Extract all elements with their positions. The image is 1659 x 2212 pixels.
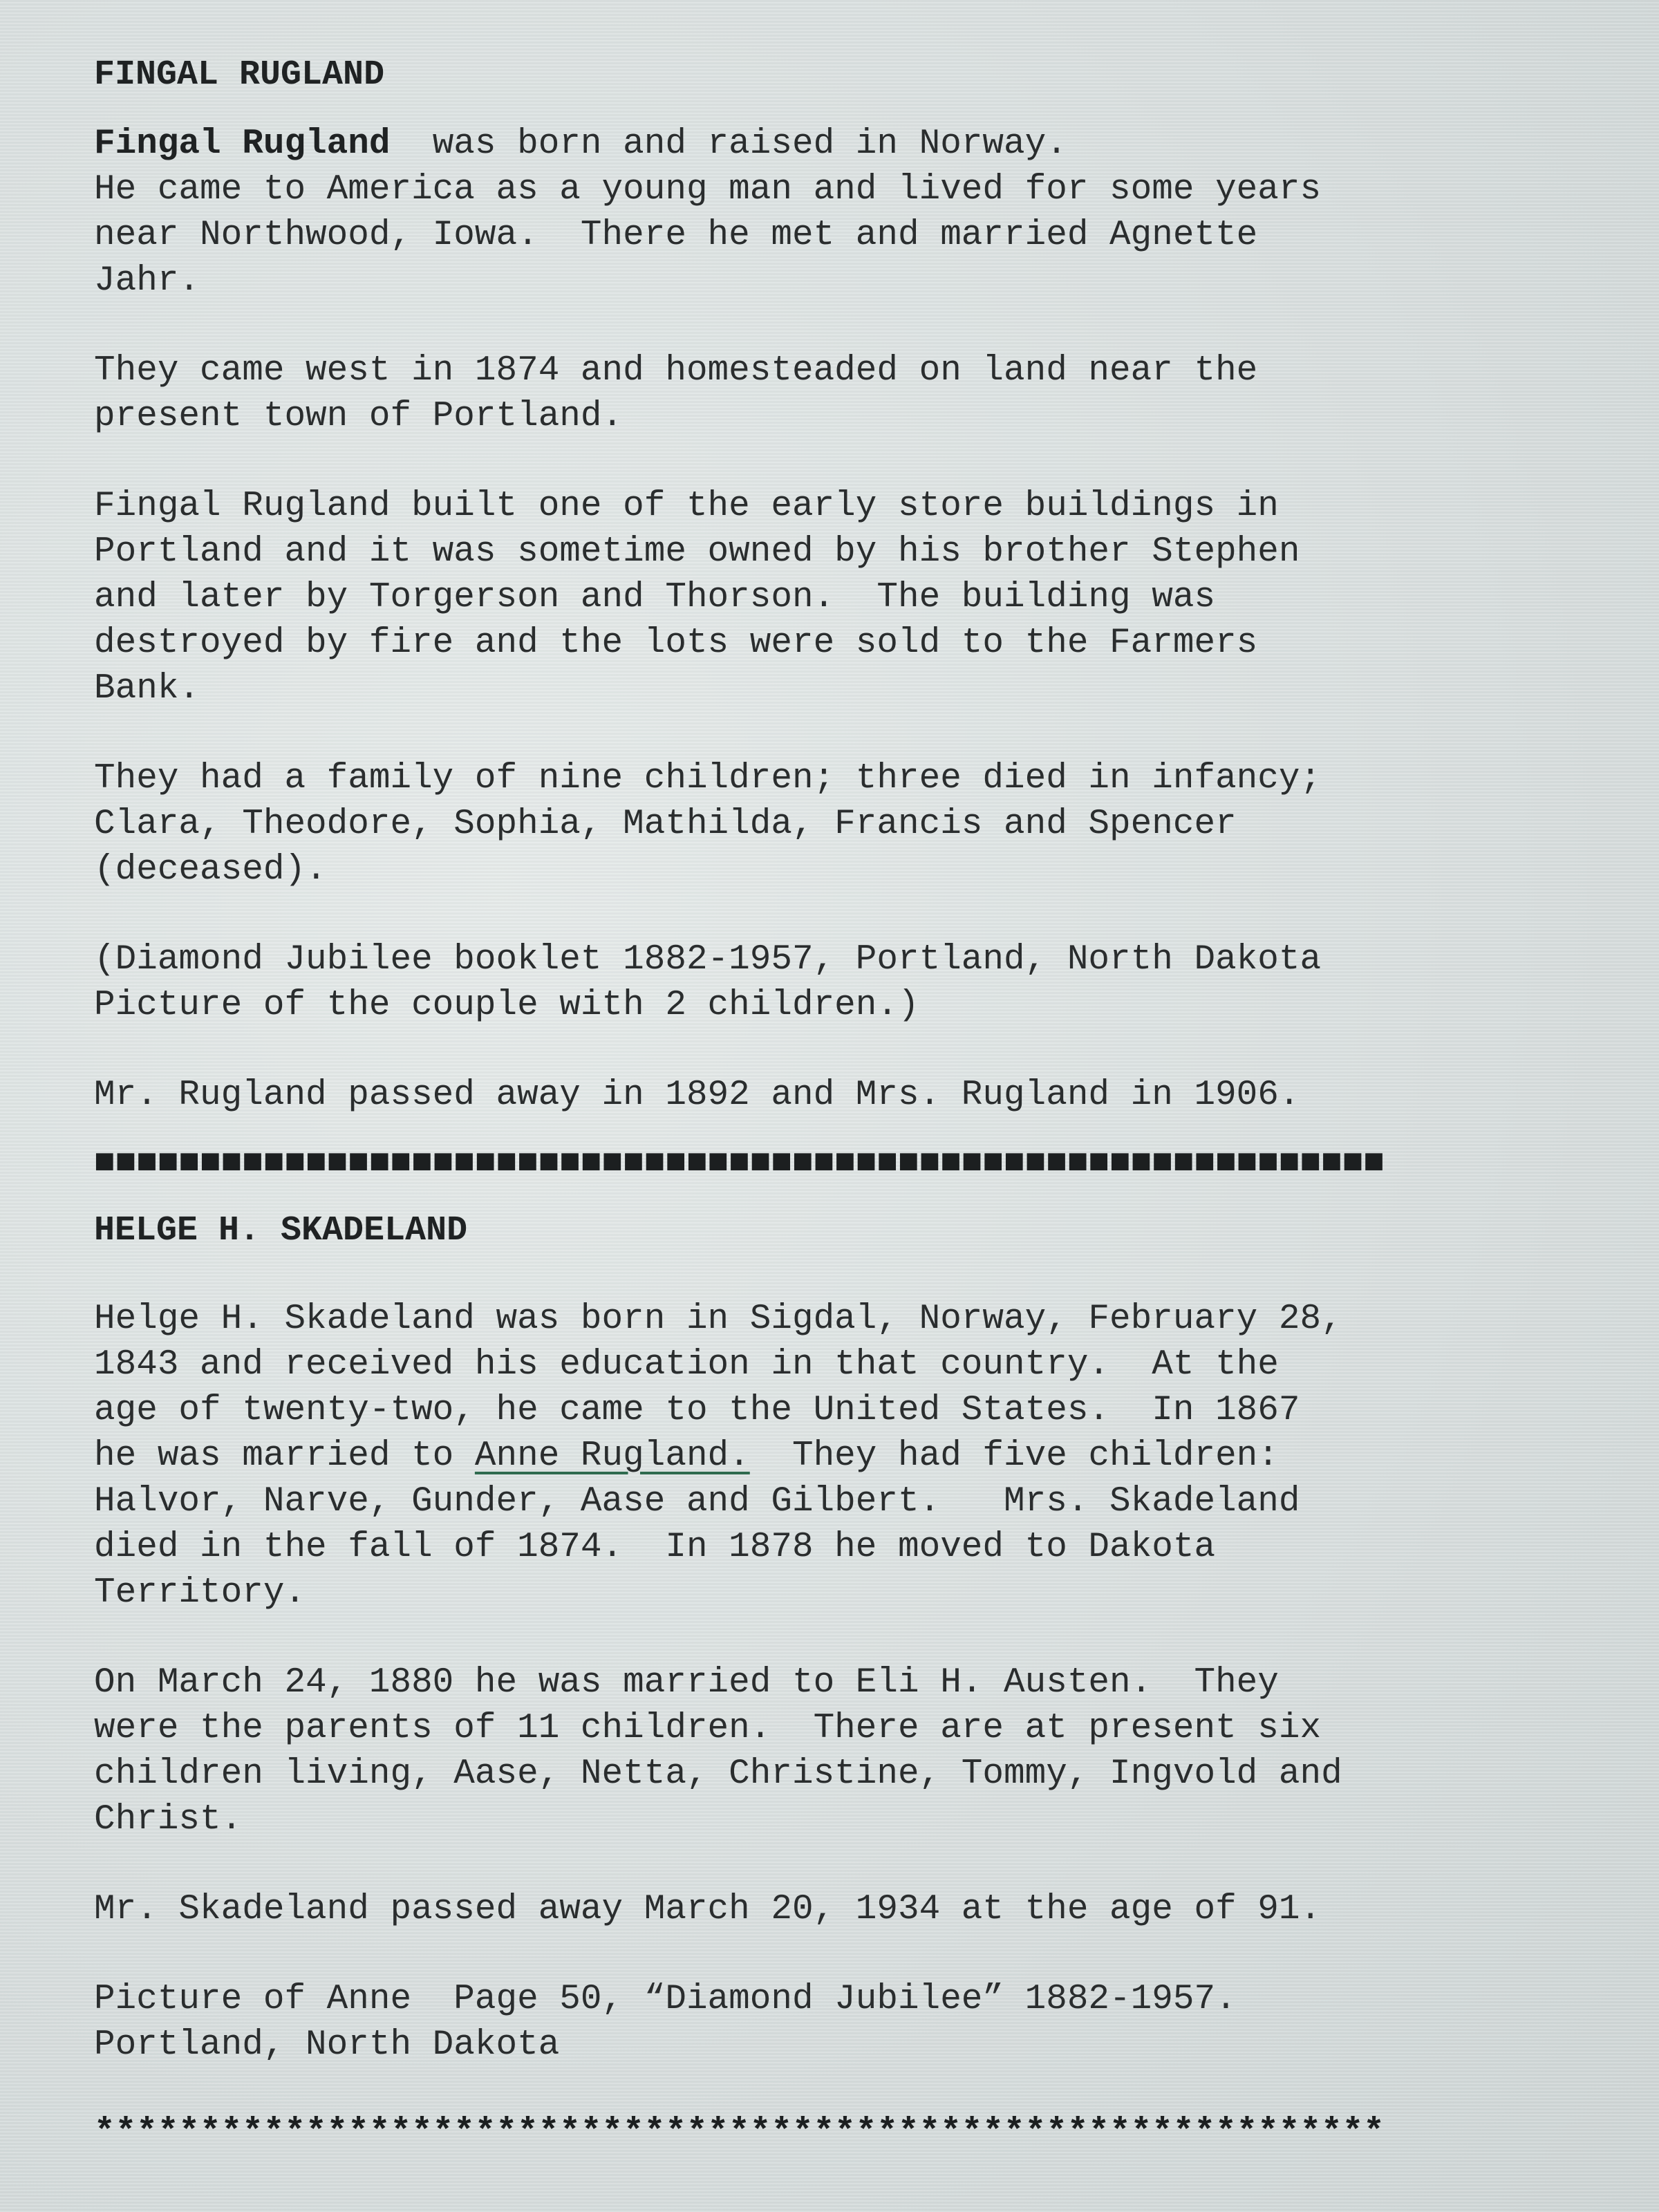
paragraph-source: (Diamond Jubilee booklet 1882-1957, Portland, North Dakota Picture of the couple with 2 children.) — [94, 940, 1322, 1025]
separator-dots: ■■■■■■■■■■■■■■■■■■■■■■■■■■■■■■■■■■■■■■■■■■■■■■■■■■■■■■■■■■■■■ — [94, 1144, 1385, 1183]
paragraph-children: They had a family of nine children; three died in infancy; Clara, Theodore, Sophia, Mathilda, Francis and Spencer (deceased). — [94, 759, 1322, 890]
paragraph-homestead: They came west in 1874 and homesteaded on land near the present town of Portland. — [94, 351, 1258, 436]
paragraph-birth-text: was born and raised in Norway. He came to America as a young man and lived for some years near Northwood, Iowa. There he met and married Agnette Jahr. — [94, 124, 1322, 301]
paragraph-death: Mr. Rugland passed away in 1892 and Mrs. Rugland in 1906. — [94, 1076, 1300, 1115]
paragraph-birth — [94, 122, 1553, 304]
paragraph-death-skadeland: Mr. Skadeland passed away March 20, 1934 at the age of 91. — [94, 1890, 1322, 1929]
separator-stars: ************************************************************* — [94, 2113, 1385, 2153]
paragraph-biography — [94, 1297, 1553, 1616]
paragraph-picture-source: Picture of Anne Page 50, “Diamond Jubilee” 1882-1957. Portland, North Dakota — [94, 1980, 1237, 2065]
underlined-name-anne-rugland: Anne Rugland. — [474, 1436, 750, 1476]
paragraph-second-marriage: On March 24, 1880 he was married to Eli H. Austen. They were the parents of 11 children. There are at present six children living, Aase, Netta, Christine, Tommy, Ingvold and Christ. — [94, 1663, 1342, 1839]
document-body — [94, 54, 1553, 2154]
entry-title-fingal-rugland: FINGAL RUGLAND — [94, 55, 385, 95]
entry-title-helge-skadeland: HELGE H. SKADELAND — [94, 1211, 468, 1250]
paragraph-biography-part-b: They had five children: Halvor, Narve, Gunder, Aase and Gilbert. Mrs. Skadeland died in the fall of 1874. In 1878 he moved to Dakota Territory. — [94, 1436, 1300, 1613]
name-lead: Fingal Rugland — [94, 124, 391, 164]
paragraph-store: Fingal Rugland built one of the early store buildings in Portland and it was sometime owned by his brother Stephen and later by Torgerson and Thorson. The building was destroyed by fire and the lots were sold to the Farmers Bank. — [94, 487, 1300, 709]
paragraph-biography-part-a: Helge H. Skadeland was born in Sigdal, Norway, February 28, 1843 and received his education in that country. At the age of twenty-two, he came to the United States. In 1867 he was married to — [94, 1300, 1342, 1476]
